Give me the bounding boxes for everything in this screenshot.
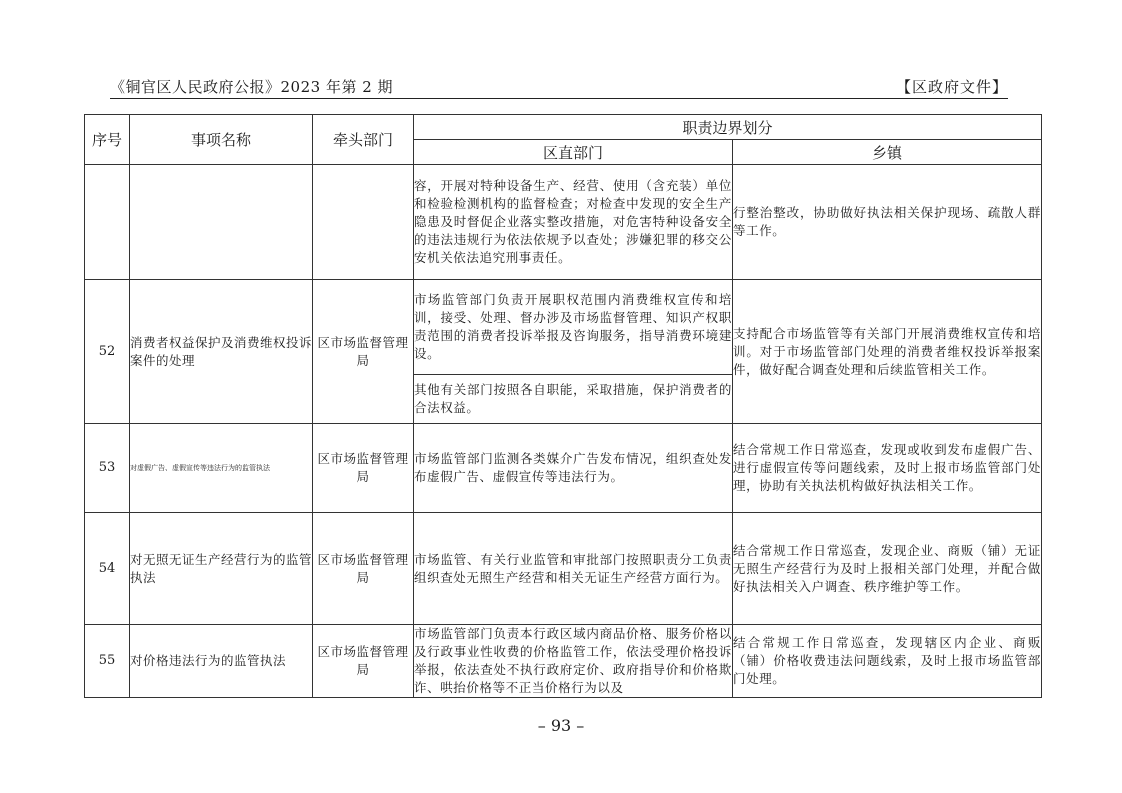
section-label: 【区政府文件】 [895, 78, 1008, 96]
publication-title: 《铜官区人民政府公报》2023 年第 2 期 [110, 78, 394, 96]
table-row [85, 625, 1042, 698]
row-district: 市场监管、有关行业监管和审批部门按照职责分工负责组织查处无照生产经营和相关无证生产经营方面行为。 [414, 513, 733, 625]
row-district-other: 其他有关部门按照各自职能，采取措施，保护消费者的合法权益。 [414, 375, 733, 424]
table-row [85, 513, 1042, 625]
row-item [130, 165, 313, 280]
table-header-row [85, 115, 1042, 140]
row-district: 市场监管部门监测各类媒介广告发布情况，组织查处发布虚假广告、虚假宣传等违法行为。 [414, 424, 733, 513]
row-township: 结合常规工作日常巡查，发现企业、商贩（铺）无证无照生产经营行为及时上报相关部门处理，并配合做好执法相关入户调查、秩序维护等工作。 [733, 513, 1042, 625]
header-item: 事项名称 [130, 115, 313, 165]
row-item: 对价格违法行为的监管执法 [130, 625, 313, 698]
row-no: 54 [85, 513, 130, 625]
row-item: 对虚假广告、虚假宣传等违法行为的监管执法 [130, 424, 313, 513]
header-lead: 牵头部门 [313, 115, 414, 165]
row-lead: 区市场监督管理局 [313, 625, 414, 698]
header-township: 乡镇 [733, 140, 1042, 165]
row-lead: 区市场监督管理局 [313, 513, 414, 625]
row-no: 52 [85, 280, 130, 424]
table-row [85, 280, 1042, 375]
row-lead: 区市场监督管理局 [313, 424, 414, 513]
row-district: 容，开展对特种设备生产、经营、使用（含充装）单位和检验检测机构的监督检查；对检查中发现的安全生产隐患及时督促企业落实整改措施，对危害特种设备安全的违法违规行为依法依规予以查处；涉嫌犯罪的移交公安机关依法追究刑事责任。 [414, 165, 733, 280]
row-township: 行整治整改，协助做好执法相关保护现场、疏散人群等工作。 [733, 165, 1042, 280]
table-row [85, 424, 1042, 513]
header-district: 区直部门 [414, 140, 733, 165]
row-no: 53 [85, 424, 130, 513]
page-number: – 93 – [537, 716, 585, 735]
row-item: 对无照无证生产经营行为的监管执法 [130, 513, 313, 625]
header-division: 职责边界划分 [414, 115, 1042, 140]
responsibility-table [84, 114, 1042, 698]
header-no: 序号 [85, 115, 130, 165]
row-district: 市场监管部门负责开展职权范围内消费维权宣传和培训，接受、处理、督办涉及市场监督管理、知识产权职责范围的消费者投诉举报及咨询服务，指导消费环境建设。 [414, 280, 733, 375]
row-lead [313, 165, 414, 280]
row-township: 支持配合市场监管等有关部门开展消费维权宣传和培训。对于市场监管部门处理的消费者维权投诉举报案件，做好配合调查处理和后续监管相关工作。 [733, 280, 1042, 424]
row-lead: 区市场监督管理局 [313, 280, 414, 424]
row-district: 市场监管部门负责本行政区域内商品价格、服务价格以及行政事业性收费的价格监管工作，依法受理价格投诉举报，依法查处不执行政府定价、政府指导价和价格欺诈、哄抬价格等不正当价格行为以及 [414, 625, 733, 698]
page-header [110, 76, 1008, 96]
header-divider [110, 98, 1008, 99]
row-item: 消费者权益保护及消费维权投诉案件的处理 [130, 280, 313, 424]
row-no: 55 [85, 625, 130, 698]
row-township: 结合常规工作日常巡查，发现或收到发布虚假广告、进行虚假宣传等问题线索，及时上报市场监管部门处理，协助有关执法机构做好执法相关工作。 [733, 424, 1042, 513]
row-township: 结合常规工作日常巡查，发现辖区内企业、商贩（铺）价格收费违法问题线索，及时上报市场监管部门处理。 [733, 625, 1042, 698]
row-no [85, 165, 130, 280]
table-row [85, 165, 1042, 280]
